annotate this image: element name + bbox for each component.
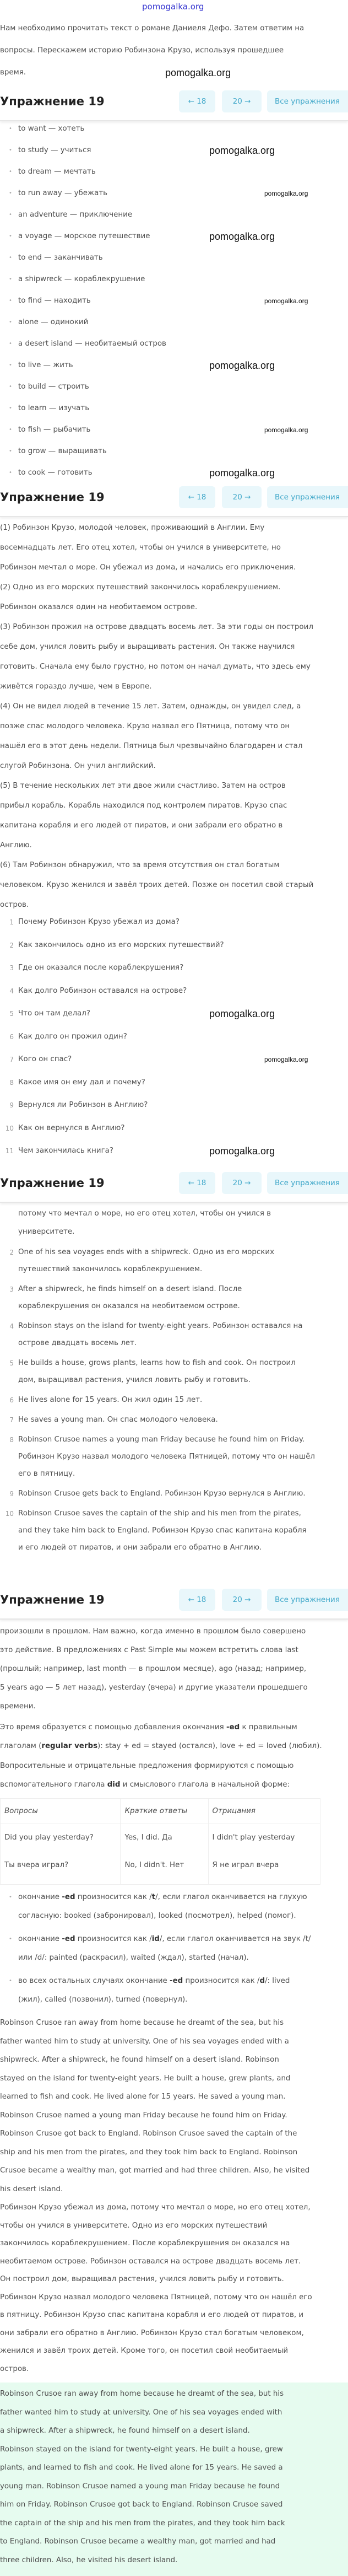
t: во всех остальных случаях окончание — [18, 1977, 170, 1985]
watermark: pomogalka.org — [209, 467, 275, 478]
exercise-header — [0, 1585, 348, 1620]
t: -ed — [226, 1723, 240, 1731]
question-item — [9, 986, 187, 997]
text-line: (3) Робинзон прожил на острове двадцать восемь лет. За эти годы он построил — [0, 623, 313, 631]
t: окончание — [18, 1935, 62, 1943]
question-number: 2 — [9, 941, 14, 949]
text-line: Нам необходимо прочитать текст о романе Даниеля Дефо. Затем ответим на — [0, 24, 304, 33]
question-number: 1 — [9, 918, 14, 926]
answer-line — [9, 1415, 218, 1426]
question-text: Как он вернулся в Англию? — [18, 1123, 125, 1132]
question-number: 4 — [9, 987, 14, 995]
answer-line — [9, 1358, 296, 1369]
vocab-item: • to study — учиться — [18, 145, 91, 156]
all-exercises-button[interactable]: Все упражнения — [267, 90, 348, 112]
answer-text: One of his sea voyages ends with a shipwreck. Одно из его морских — [18, 1248, 274, 1256]
exercise-title: Упражнение 19 — [0, 1593, 105, 1606]
answer-line — [5, 1508, 301, 1519]
question-number: 7 — [9, 1056, 14, 1063]
watermark: pomogalka.org — [264, 426, 308, 434]
answer-line — [18, 1451, 315, 1462]
exercise-header — [0, 87, 348, 121]
retell-ru-line: они забрали его обратно в Англию. Робинзон Крузо стал богатым человеком, — [0, 2328, 304, 2337]
answer-number: 2 — [9, 1249, 14, 1256]
text-line: это действие. В предложениях с Past Simple мы можем встретить слова last — [0, 1646, 298, 1654]
next-exercise-button[interactable]: 20 → — [222, 1172, 262, 1194]
t: к правильным — [240, 1723, 297, 1731]
final-answer-line: plants, and learned to fish and cook. He lived alone for 15 years. He saved a — [0, 2464, 283, 2472]
retell-ru-line: в пятницу. Робинзон Крузо спас капитана корабля и его людей от пиратов, и — [0, 2311, 304, 2319]
table-header: Отрицания — [208, 1799, 320, 1824]
question-item — [5, 1123, 125, 1134]
answer-text: Robinson Crusoe gets back to England. Робинзон Крузо вернулся в Англию. — [18, 1489, 306, 1498]
answer-text: острове двадцать восемь лет. — [18, 1339, 137, 1347]
site-logo: pomogalka.org — [142, 2, 204, 12]
answer-number: 10 — [5, 1510, 14, 1518]
vocab-item: • to cook — готовить — [18, 467, 93, 478]
answer-text: He builds a house, grows plants, learns how to fish and cook. Он построил — [18, 1359, 296, 1367]
answer-number: 9 — [9, 1490, 14, 1498]
text-line: (прошлый; например, last month — в прошлом месяце), ago (назад; например, — [0, 1665, 307, 1673]
final-answer-line: the captain of the ship and his men from the pirates, and they took him back — [0, 2519, 285, 2527]
vocab-item: • a voyage — морское путешествие — [18, 231, 150, 242]
question-item — [9, 1031, 127, 1042]
vocab-item: • to grow — выращивать — [18, 446, 107, 457]
t: вспомогательного глагола — [0, 1781, 107, 1789]
answer-number: 8 — [9, 1436, 14, 1444]
retell-ru-line: необитаемом острове. Робинзон оставался на острове двадцать восемь лет. — [0, 2257, 301, 2266]
vocab-item: • to end — заканчивать — [18, 252, 103, 263]
retell-en-line: father wanted him to study at university. One of his sea voyages ended with a — [0, 2037, 289, 2046]
text-line: человеком. Крузо женился и завёл троих детей. Позже он посетил свой старый — [0, 881, 314, 889]
answer-text: and they take him back to England. Робинзон Крузо спас капитана корабля — [18, 1526, 307, 1535]
text-line: восемнадцать лет. Его отец хотел, чтобы он учился в университете, но — [0, 544, 281, 552]
retell-ru-line: остров. — [0, 2364, 29, 2373]
prev-exercise-button[interactable]: ← 18 — [179, 90, 215, 112]
pronunciation-item — [18, 1934, 311, 1945]
text-line: произошли в прошлом. Нам важно, когда именно в прошлом было совершено — [0, 1627, 306, 1636]
question-item — [9, 1100, 148, 1111]
answer-number: 7 — [9, 1416, 14, 1424]
question-item — [5, 1146, 113, 1157]
final-answer-line: young man. Robinson Crusoe named a young man Friday because he found — [0, 2482, 280, 2491]
answer-number: 6 — [9, 1396, 14, 1404]
exercise-header — [0, 483, 348, 517]
vocab-item: • to fish — рыбачить — [18, 424, 90, 435]
watermark: pomogalka.org — [165, 67, 231, 78]
question-number: 8 — [9, 1078, 14, 1087]
answer-text: кораблекрушения он оказался на необитаемом острове. — [18, 1302, 240, 1310]
question-text: Почему Робинзон Крузо убежал из дома? — [18, 918, 180, 926]
retell-en-line: Crusoe became a wealthy man, got married and had three children. Also, he visited — [0, 2166, 310, 2175]
grammar-rule: Вопросительные и отрицательные предложения формируются с помощью — [0, 1762, 294, 1770]
answer-text: He saves a young man. Он спас молодого человека. — [18, 1416, 218, 1424]
table-header: Краткие ответы — [121, 1799, 208, 1824]
retell-en-line: Robinson Crusoe named a young man Friday because he found him on Friday. — [0, 2111, 287, 2120]
answer-line — [9, 1488, 306, 1499]
pronunciation-item-cont: (жил), called (позвонил), turned (повернул). — [18, 1996, 188, 2004]
text-line: позже спас молодого человека. Крузо назвал его Пятница, потому что он — [0, 722, 290, 730]
question-item — [9, 917, 180, 928]
text-line: (1) Робинзон Крузо, молодой человек, проживающий в Англии. Ему — [0, 524, 265, 532]
text-line: прибыл корабль. Корабль находился под контролем пиратов. Крузо спас — [0, 802, 287, 810]
retell-en-line: Robinson Crusoe ran away from home because he dreamt of the sea, but his — [0, 2019, 284, 2027]
answer-line — [9, 1321, 303, 1332]
grammar-rule — [0, 1722, 297, 1733]
question-number: 5 — [9, 1010, 14, 1018]
watermark: pomogalka.org — [264, 190, 308, 197]
answer-line — [9, 1434, 305, 1445]
t: окончание — [18, 1893, 62, 1901]
text-line: Робинзон мечтал о море. Он убежал из дома, и начались его приключения. — [0, 563, 296, 572]
question-text: Где он оказался после кораблекрушения? — [18, 964, 184, 972]
t: произносится как / — [183, 1977, 260, 1985]
question-number: 11 — [5, 1147, 14, 1155]
table-cell — [208, 1824, 320, 1885]
t: -ed — [170, 1977, 183, 1985]
t: и смыслового глагола в начальной форме: — [120, 1781, 290, 1789]
retell-ru-line: Робинзон Крузо назвал молодого человека Пятницей, потому что он нашёл его — [0, 2293, 312, 2301]
text-line: готовить. Сначала ему было грустно, но потом он начал думать, что здесь ему — [0, 663, 311, 671]
t: произносится как / — [75, 1935, 152, 1943]
pronunciation-item-cont: согласную: booked (забронировал), looked (посмотрел), helped (помог). — [18, 1912, 296, 1920]
vocab-item: • alone — одинокий — [18, 317, 88, 328]
t: regular verbs — [41, 1742, 98, 1750]
next-exercise-button[interactable]: 20 → — [222, 90, 262, 112]
text-line: времени. — [0, 1702, 36, 1711]
text-line: нашёл его в этот день недели. Пятница был чрезвычайно благодарен и стал — [0, 742, 303, 750]
retell-en-line: ship and his men from the pirates, and they took him back to England. Robinson — [0, 2148, 298, 2156]
answer-line — [9, 1395, 203, 1406]
answer-text: He lives alone for 15 years. Он жил один 15 лет. — [18, 1396, 203, 1404]
text-line: (5) В течение нескольких лет эти двое жили счастливо. Затем на остров — [0, 782, 286, 790]
answer-line — [9, 1247, 274, 1258]
pronunciation-item — [18, 1976, 290, 1987]
table-header: Вопросы — [1, 1799, 121, 1824]
final-answer-line: a shipwreck. After a shipwreck, he found himself on a desert island. — [0, 2427, 250, 2435]
exercise-title: Упражнение 19 — [0, 1176, 105, 1190]
retell-en-line: shipwreck. After a shipwreck, he found himself on a desert island. Robinson — [0, 2056, 279, 2064]
t: did — [107, 1781, 121, 1789]
answer-line — [18, 1542, 262, 1553]
exercise-header — [0, 1169, 348, 1203]
t: t — [151, 1893, 156, 1901]
t: d — [259, 1977, 265, 1985]
question-item — [9, 940, 224, 951]
question-text: Что он там делал? — [18, 1009, 90, 1018]
vocab-item: • an adventure — приключение — [18, 209, 132, 221]
answer-text: дом, выращивал растения, учился ловить рыбу и готовить. — [18, 1376, 251, 1384]
question-item — [9, 1077, 145, 1088]
prev-exercise-button[interactable]: ← 18 — [179, 1589, 215, 1611]
question-text: Как долго он прожил один? — [18, 1032, 127, 1041]
answer-line — [9, 1284, 242, 1295]
answer-line — [18, 1338, 137, 1349]
text-line: капитана корабля и его людей от пиратов, и они забрали его обратно в — [0, 821, 283, 830]
retell-ru-line: Он построил дом, выращивал растения, учился ловить рыбу и готовить. — [0, 2275, 284, 2283]
cell-en: Yes, I did. Да — [124, 1833, 172, 1842]
question-text: Как закончилось одно из его морских путешествий? — [18, 940, 224, 949]
question-item — [9, 1008, 90, 1019]
final-answer-line: three children. Also, he visited his desert island. — [0, 2556, 178, 2564]
all-exercises-button[interactable]: Все упражнения — [267, 1172, 348, 1194]
answer-text: его в пятницу. — [18, 1470, 75, 1478]
t: произносится как / — [75, 1893, 152, 1901]
final-answer-line: Robinson stayed on the island for twenty-eight years. He built a house, grew — [0, 2445, 283, 2454]
answer-line — [18, 1301, 240, 1312]
exercise-title: Упражнение 19 — [0, 95, 105, 108]
text-line: себе дом, учился ловить рыбу и выращивать растения. Он также научился — [0, 643, 295, 651]
answer-number: 3 — [9, 1286, 14, 1293]
retell-en-line: his desert island. — [0, 2185, 63, 2193]
watermark: pomogalka.org — [209, 1146, 275, 1157]
t: /, если глагол оканчивается на глухую — [155, 1893, 307, 1901]
retell-ru-line: закончилось кораблекрушением. После кораблекрушения он оказался на — [0, 2239, 290, 2247]
vocab-item: • to run away — убежать — [18, 188, 107, 199]
did-table — [0, 1798, 320, 1885]
prev-exercise-button[interactable]: ← 18 — [179, 1172, 215, 1194]
text-line: остров. — [0, 901, 29, 909]
pronunciation-item-cont: или /d/: painted (раскрасил), waited (ждал), started (начал). — [18, 1954, 249, 1962]
cell-ru: Я не играл вчера — [212, 1861, 279, 1869]
question-item — [9, 1054, 72, 1065]
final-answer-line: to England. Robinson Crusoe became a wealthy man, got married and had — [0, 2537, 276, 2546]
t: Это время образуется с помощью добавления окончания — [0, 1723, 226, 1731]
grammar-rule — [0, 1741, 322, 1752]
text-line: (2) Одно из его морских путешествий закончилось кораблекрушением. — [0, 583, 281, 591]
text-line: Робинзон оказался один на необитаемом острове. — [0, 603, 198, 611]
vocab-item: • to build — строить — [18, 381, 89, 392]
text-line: слугой Робинзона. Он учил английский. — [0, 762, 156, 770]
question-number: 3 — [9, 964, 14, 972]
all-exercises-button[interactable]: Все упражнения — [267, 486, 348, 508]
question-text: Какое имя он ему дал и почему? — [18, 1078, 145, 1087]
question-number: 9 — [9, 1101, 14, 1109]
question-item — [9, 962, 184, 974]
t: ): stay + ed = stayed (остался), love + ed = loved (любил). — [97, 1742, 322, 1750]
all-exercises-button[interactable]: Все упражнения — [267, 1589, 348, 1611]
answer-text: Robinson Crusoe saves the captain of the ship and his men from the pirates, — [18, 1509, 301, 1518]
watermark: pomogalka.org — [209, 231, 275, 242]
text-line: (6) Там Робинзон обнаружил, что за время отсутствия он стал богатым — [0, 861, 280, 869]
text-line: 5 years ago — 5 лет назад), yesterday (вчера) и другие указатели прошедшего — [0, 1684, 308, 1692]
answer-line: университете. — [18, 1228, 75, 1236]
retell-en-line: Robinson Crusoe got back to England. Robinson Crusoe saved the captain of the — [0, 2129, 297, 2138]
answer-line — [18, 1525, 307, 1536]
retell-en-line: learned to fish and cook. He lived alone for 15 years. He saved a young man. — [0, 2093, 286, 2101]
answer-number: 5 — [9, 1359, 14, 1367]
t: -ed — [62, 1935, 75, 1943]
cell-en: Did you play yesterday? — [4, 1833, 94, 1842]
t: /: lived — [265, 1977, 290, 1985]
t: /, если глагол оканчивается на звук /t/ — [159, 1935, 311, 1943]
text-line: Англию. — [0, 841, 32, 849]
watermark: pomogalka.org — [264, 297, 308, 305]
vocab-item: • to learn — изучать — [18, 403, 89, 414]
answer-text: и его людей от пиратов, и они забрали его обратно в Англию. — [18, 1544, 262, 1552]
question-text: Чем закончилась книга? — [18, 1147, 113, 1155]
cell-ru: Ты вчера играл? — [4, 1861, 69, 1869]
question-number: 10 — [5, 1124, 14, 1132]
retell-en-line: stayed on the island for twenty-eight years. He built a house, grew plants, and — [0, 2074, 291, 2083]
table-cell — [1, 1824, 121, 1885]
exercise-title: Упражнение 19 — [0, 491, 105, 504]
vocab-item: • to find — находить — [18, 295, 91, 306]
vocab-item: • a shipwreck — кораблекрушение — [18, 274, 145, 285]
cell-ru: No, I didn't. Нет — [124, 1861, 184, 1869]
answer-line — [18, 1264, 202, 1275]
answer-text: Robinson Crusoe names a young man Friday because he found him on Friday. — [18, 1435, 305, 1444]
text-line: вопросы. Перескажем историю Робинзона Крузо, используя прошедшее — [0, 46, 284, 55]
pronunciation-item — [18, 1892, 307, 1903]
answer-number: 4 — [9, 1322, 14, 1330]
answer-line — [18, 1375, 251, 1386]
watermark: pomogalka.org — [209, 360, 275, 371]
table-cell — [121, 1824, 208, 1885]
final-answer-line: father wanted him to study at university. One of his sea voyages ended with — [0, 2408, 282, 2417]
watermark: pomogalka.org — [209, 145, 275, 156]
next-exercise-button[interactable]: 20 → — [222, 486, 262, 508]
question-text: Как долго Робинзон оставался на острове? — [18, 986, 187, 995]
question-text: Кого он спас? — [18, 1055, 72, 1063]
final-answer-line: Robinson Crusoe ran away from home because he dreamt of the sea, but his — [0, 2390, 284, 2398]
vocab-item: • to dream — мечтать — [18, 166, 96, 178]
answer-line: потому что мечтал о море, но его отец хотел, чтобы он учился в — [18, 1209, 271, 1218]
answer-text: путешествий закончилось кораблекрушением. — [18, 1265, 203, 1273]
cell-en: I didn't play yesterday — [212, 1833, 295, 1842]
vocab-item: • to want — хотеть — [18, 123, 84, 135]
text-line: живётся гораздо лучше, чем в Европе. — [0, 682, 152, 691]
answer-text: Robinson stays on the island for twenty-eight years. Робинзон оставался на — [18, 1322, 303, 1330]
question-text: Вернулся ли Робинзон в Англию? — [18, 1101, 148, 1109]
final-answer-line: him on Friday. Robinson Crusoe got back to England. Robinson Crusoe saved — [0, 2500, 283, 2509]
t: -ed — [62, 1893, 75, 1901]
grammar-rule — [0, 1779, 290, 1790]
t: id — [151, 1935, 160, 1943]
vocab-item: • to live — жить — [18, 360, 73, 371]
watermark: pomogalka.org — [209, 1008, 275, 1019]
retell-ru-line: Робинзон Крузо убежал из дома, потому что мечтал о море, но его отец хотел, — [0, 2203, 311, 2212]
retell-ru-line: чтобы он учился в университете. Одно из его морских путешествий — [0, 2221, 268, 2230]
t: глаголам ( — [0, 1742, 42, 1750]
next-exercise-button[interactable]: 20 → — [222, 1589, 262, 1611]
text-line: время. — [0, 68, 26, 77]
answer-text: After a shipwreck, he finds himself on a desert island. После — [18, 1285, 242, 1293]
watermark: pomogalka.org — [264, 1056, 308, 1063]
vocab-item: • a desert island — необитаемый остров — [18, 338, 166, 349]
prev-exercise-button[interactable]: ← 18 — [179, 486, 215, 508]
answer-text: Робинзон Крузо назвал молодого человека Пятницей, потому что он нашёл — [18, 1453, 315, 1461]
text-line: (4) Он не видел людей в течение 15 лет. Затем, однажды, он увидел след, а — [0, 702, 301, 711]
retell-ru-line: женился и завёл троих детей. Кроме того, он посетил свой необитаемый — [0, 2347, 289, 2355]
question-number: 6 — [9, 1032, 14, 1041]
answer-line — [18, 1469, 75, 1480]
